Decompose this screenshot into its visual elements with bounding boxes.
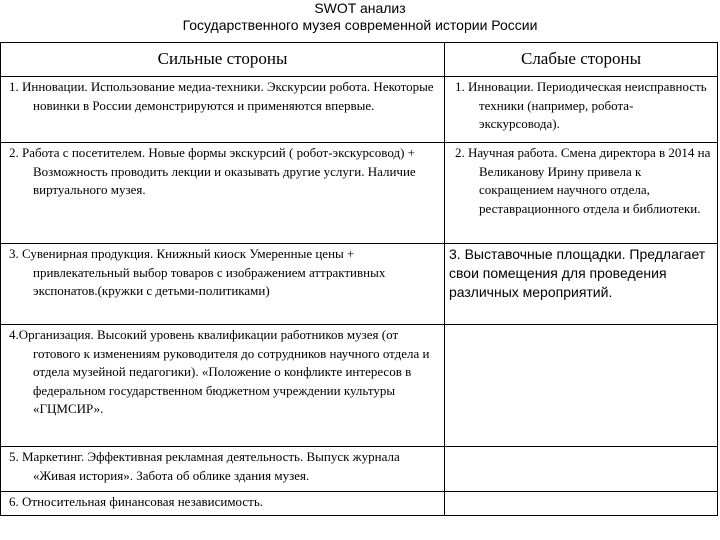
strength-text: 2. Работа с посетителем. Новые формы экскурсий ( робот-экскурсовод) + Возможность проводить лекции и оказывать другие услуги. Наличие виртуального музея. — [9, 145, 416, 198]
header-row — [1, 43, 718, 77]
strength-text: 1. Инновации. Использование медиа-техники. Экскурсии робота. Некоторые новинки в России демонстрируются и применяются впервые. — [9, 79, 434, 113]
table-row — [1, 77, 718, 143]
weakness-cell — [445, 325, 718, 447]
weakness-text: 2. Научная работа. Смена директора в 2014 на Великанову Ирину привела к сокращением научного отдела, реставрационного отдела и библиотеки. — [455, 145, 711, 216]
table-row — [1, 325, 718, 447]
strength-text: 4.Организация. Высокий уровень квалификации работников музея (от готового к изменениям руководителя до сотрудников научного отдела и отдела музейной педагогики). «Положение о конфликте интересов в федеральном государственном бюджетном учреждении культуры «ГЦМСИР». — [9, 327, 430, 417]
weakness-cell — [445, 492, 718, 516]
table-row — [1, 492, 718, 516]
table-row — [1, 143, 718, 244]
weakness-cell — [445, 143, 718, 244]
title-block — [0, 0, 720, 34]
table-row — [1, 447, 718, 492]
weakness-text: 1. Инновации. Периодическая неисправность техники (например, робота-экскурсовода). — [455, 79, 707, 132]
title-line-2: Государственного музея современной истории России — [182, 17, 538, 33]
strength-cell — [1, 447, 445, 492]
strength-cell — [1, 492, 445, 516]
strength-text: 5. Маркетинг. Эффективная рекламная деятельность. Выпуск журнала «Живая история». Забота об облике здания музея. — [9, 449, 400, 483]
swot-table — [0, 42, 718, 516]
strength-text: 6. Относительная финансовая независимость. — [9, 494, 263, 509]
weakness-cell — [445, 244, 718, 325]
title-line-1: SWOT анализ — [314, 0, 406, 16]
weakness-text: 3. Выставочные площадки. Предлагает свои помещения для проведения различных мероприятий. — [449, 246, 706, 300]
strength-cell — [1, 77, 445, 143]
weakness-cell — [445, 77, 718, 143]
strength-cell — [1, 143, 445, 244]
strength-text: 3. Сувенирная продукция. Книжный киоск Умеренные цены + привлекательный выбор товаров с изображением аттрактивных экспонатов.(кружки с детьми-политиками) — [9, 246, 386, 299]
strength-cell — [1, 325, 445, 447]
weakness-cell — [445, 447, 718, 492]
table-row — [1, 244, 718, 325]
strength-cell — [1, 244, 445, 325]
strengths-header: Сильные стороны — [1, 43, 445, 77]
weaknesses-header: Слабые стороны — [445, 43, 718, 77]
